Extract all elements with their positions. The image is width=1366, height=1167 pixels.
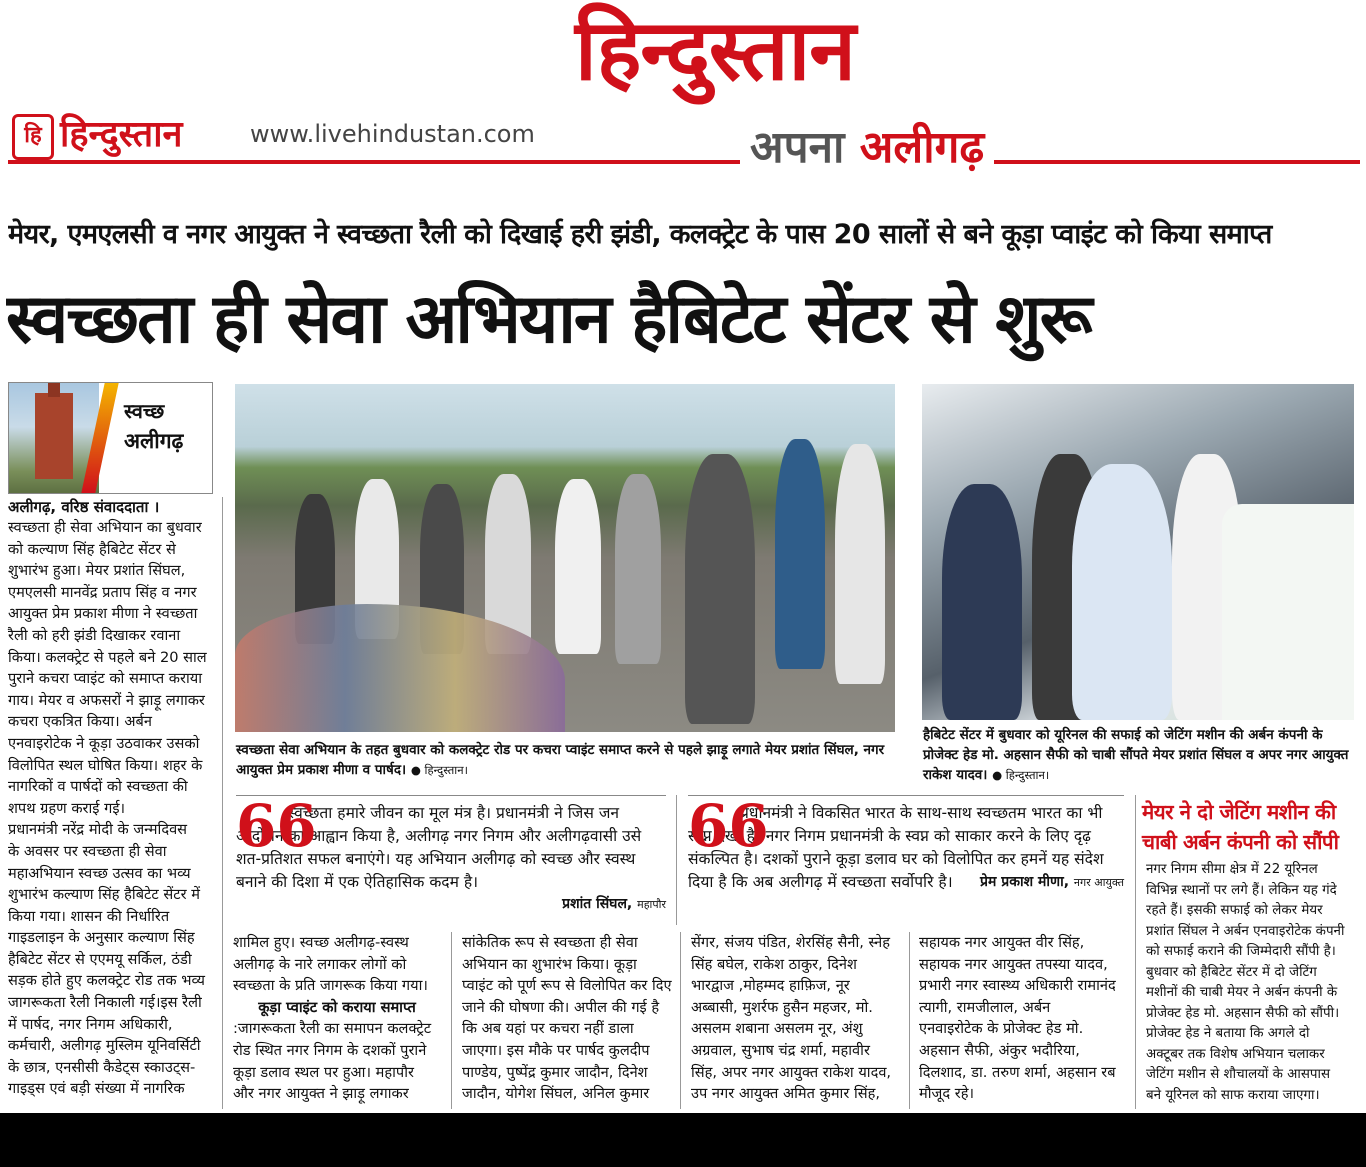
text-line: गाय। मेयर व अफसरों ने झाड़ू लगाकर	[8, 691, 205, 709]
column-2-text-b	[233, 1018, 441, 1104]
text-line: प्रोजेक्ट हेड मो. अहसान सैफी को सौंपी।	[1146, 1005, 1340, 1021]
text-line: विभिन्न स्थानों पर लगे हैं। लेकिन यह गंदे	[1146, 882, 1337, 898]
article-subheadline: मेयर, एमएलसी व नगर आयुक्त ने स्वच्छता रैली को दिखाई हरी झंडी, कलक्ट्रेट के पास 20 सालों से बने कूड़ा प्वाइंट को किया समाप्त	[8, 219, 1272, 250]
text-line: जादौन, योगेश सिंघल, अनिल कुमार	[462, 1085, 650, 1103]
text-line: शामिल हुए। स्वच्छ अलीगढ़-स्वस्थ	[233, 934, 409, 951]
text-line: प्रशांत सिंघल ने अर्बन एनवाइरोटेक कंपनी	[1146, 923, 1345, 939]
subsection-heading: कूड़ा प्वाइंट को कराया समाप्त	[258, 998, 416, 1016]
text-line: रोड स्थित नगर निगम के दशकों पुराने	[233, 1041, 427, 1059]
text-line: के अवसर पर स्वच्छता ही सेवा	[8, 842, 167, 860]
figure	[835, 444, 885, 684]
text-line: अब्बासी, मुशर्रफ हुसैन महजर, मो.	[691, 998, 873, 1016]
text-line: कूड़ा डलाव स्थल पर हुआ। महापौर	[233, 1063, 414, 1081]
text-line: अभियान का शुभारंभ किया। कूड़ा	[462, 955, 637, 973]
text-line: विलोपित स्थल घोषित किया। शहर के	[8, 756, 203, 774]
column-4	[691, 932, 899, 1105]
quote-mayor-text: स्वच्छता हमारे जीवन का मूल मंत्र है। प्रधानमंत्री ने जिस जन आंदोलन का आह्वान किया है, अलीगढ़ नगर निगम और अलीगढ़वासी उसे शत-प्रतिशत सफल बनाएंगे। यह अभियान अलीगढ़ को स्वच्छ और स्वस्थ बनाने की दिशा में एक ऐतिहासिक कदम है।	[236, 804, 642, 891]
text-line: शुभारंभ कल्याण सिंह हैबिटेट सेंटर में	[8, 886, 200, 904]
divider	[222, 497, 223, 1109]
column-5	[919, 932, 1125, 1105]
text-line: सिंह बघेल, राकेश ठाकुर, दिनेश	[691, 955, 857, 973]
text-line: स्वच्छता के प्रति जागरूक किया गया।	[233, 977, 428, 995]
column-2-text-a	[233, 932, 441, 997]
photo2-caption-text: हैबिटेट सेंटर में बुधवार को यूरिनल की सफाई को जेटिंग मशीन की अर्बन कंपनी के प्रोजेक्ट हेड मो. अहसान सैफी को चाबी सौंपते मेयर प्रशांत सिंघल व अपर नगर आयुक्त राकेश यादव।	[923, 727, 1349, 783]
quote-mark-icon: 66	[236, 792, 317, 860]
text-line: प्रोजेक्ट हेड ने बताया कि अगले दो	[1146, 1026, 1310, 1041]
bottom-black-bar	[0, 1113, 1366, 1167]
masthead-title: हिन्दुस्तान	[575, 0, 855, 99]
byline: अलीगढ़, वरिष्ठ संवाददाता ।	[8, 498, 160, 516]
text-line: कर्मचारी, अलीगढ़ मुस्लिम यूनिवर्सिटी	[8, 1037, 201, 1055]
text-line: एमएलसी मानवेंद्र प्रताप सिंह व नगर	[8, 583, 197, 601]
quote-commissioner-name: प्रेम प्रकाश मीणा,	[980, 874, 1070, 890]
text-line: दिलशाद, डा. तरुण शर्मा, अहसान रब	[919, 1063, 1116, 1081]
quote-mayor-role: महापौर	[637, 898, 666, 911]
text-line: सहायक नगर आयुक्त तपस्या यादव,	[919, 955, 1108, 973]
photo1-caption	[236, 740, 896, 780]
text-line: को कल्याण सिंह हैबिटेट सेंटर से	[8, 540, 176, 558]
text-line: सिंह, अपर नगर आयुक्त राकेश यादव,	[691, 1063, 892, 1081]
text-line: भारद्वाज ,मोहम्मद हाफ़िज, नूर	[691, 977, 850, 995]
website-url[interactable]: www.livehindustan.com	[250, 120, 535, 148]
swachh-aligarh-badge	[8, 382, 213, 494]
text-line: सहायक नगर आयुक्त वीर सिंह,	[919, 934, 1085, 951]
quote-mayor-signature	[236, 894, 666, 913]
divider	[680, 932, 681, 1109]
text-line: अग्रवाल, सुभाष चंद्र शर्मा, महावीर	[691, 1041, 870, 1059]
figure	[615, 474, 661, 664]
text-line: गाइडलाइन के अनुसार कल्याण सिंह	[8, 929, 195, 947]
badge-line1: स्वच्छ	[124, 399, 165, 423]
photo1-caption-text: स्वच्छता सेवा अभियान के तहत बुधवार को कलक्ट्रेट रोड पर कचरा प्वाइंट समाप्त करने से पहले झाड़ू लगाते मेयर प्रशांत सिंघल, नगर आयुक्त प्रेम प्रकाश मीणा व पार्षद।	[236, 742, 885, 778]
masthead-rule	[8, 160, 1360, 164]
text-line: सेंगर, संजय पंडित, शेरसिंह सैनी, स्नेह	[691, 934, 890, 951]
divider	[1135, 795, 1136, 1109]
jetting-vehicle	[1222, 504, 1354, 720]
column-3	[462, 932, 670, 1105]
quote-mayor	[236, 792, 666, 926]
text-line: को सफाई कराने की जिम्मेदारी सौंपी है।	[1146, 944, 1336, 959]
text-line: त्यागी, रामजीलाल, अर्बन	[919, 998, 1051, 1016]
column-1	[8, 497, 212, 1100]
hindustan-logo-icon: हि	[12, 114, 54, 160]
text-line: किया गया। शासन की निर्धारित	[8, 907, 170, 925]
badge-line2: अलीगढ़	[124, 429, 184, 453]
photo-cleanup-drive	[235, 384, 895, 732]
quote-mark-icon: 66	[688, 792, 769, 860]
text-line: गाइड्स एवं बड़ी संख्या में नागरिक	[8, 1080, 185, 1098]
text-line: जेटिंग मशीन से शौचालयों के आसपास	[1146, 1067, 1331, 1082]
text-line: रहते हैं। इसकी सफाई को लेकर मेयर	[1146, 903, 1323, 918]
text-line: अलीगढ़ के नारे लगाकर लोगों को	[233, 955, 407, 973]
side-story-headline: मेयर ने दो जेटिंग मशीन की चाबी अर्बन कंपनी को सौंपी	[1142, 800, 1339, 854]
text-line: प्रधानमंत्री नरेंद्र मोदी के जन्मदिवस	[8, 821, 188, 839]
text-line: स्वच्छता ही सेवा अभियान का बुधवार	[8, 519, 202, 536]
text-line: हैबिटेट सेंटर से एएमयू सर्किल, ठंडी	[8, 950, 192, 968]
text-line: अक्टूबर तक विशेष अभियान चलाकर	[1146, 1046, 1325, 1062]
text-line: सड़क होते हुए कलक्ट्रेट रोड तक भव्य	[8, 972, 205, 990]
tower-shape	[35, 393, 73, 479]
photo2-credit: ● हिन्दुस्तान।	[992, 768, 1050, 782]
text-line: के छात्र, एनसीसी कैडेट्स स्काउट्स-	[8, 1058, 196, 1076]
photo2-caption	[923, 725, 1355, 785]
text-line: एनवाइरोटेक ने कूड़ा उठवाकर उसको	[8, 734, 200, 752]
edition-prefix: अपना	[750, 122, 845, 173]
divider	[676, 795, 677, 925]
divider	[909, 932, 910, 1109]
text-line: जाने की घोषणा की। अपील की गई है	[462, 998, 660, 1016]
text-line: उप नगर आयुक्त अमित कुमार सिंह,	[691, 1085, 880, 1103]
column-1-text	[8, 517, 212, 1100]
text-line: पाण्डेय, पुष्पेंद्र कुमार जादौन, दिनेश	[462, 1063, 648, 1081]
text-line: जागरूकता रैली निकाली गई।इस रैली	[8, 994, 202, 1012]
text-line: किया। कलक्ट्रेट से पहले बने 20 साल	[8, 648, 207, 666]
text-line: जाएगा। इस मौके पर पार्षद कुलदीप	[462, 1041, 650, 1059]
text-line: कि अब यहां पर कचरा नहीं डाला	[462, 1020, 634, 1038]
text-line: बुधवार को हैबिटेट सेंटर में दो जेटिंग	[1146, 964, 1317, 980]
text-line: कचरा एकत्रित किया। अर्बन	[8, 713, 152, 731]
text-line: सांकेतिक रूप से स्वच्छता ही सेवा	[462, 934, 638, 951]
article-headline: स्वच्छता ही सेवा अभियान हैबिटेट सेंटर से शुरू	[6, 280, 1091, 359]
quote-commissioner	[688, 792, 1124, 926]
figure-project-head	[1072, 464, 1172, 720]
text-line: मशीनों की चाबी मेयर ने अर्बन कंपनी के	[1146, 985, 1338, 1000]
quote-mayor-name: प्रशांत सिंघल,	[562, 896, 633, 912]
text-line: नागरिकों व पार्षदों को स्वच्छता की	[8, 778, 188, 796]
text-line: बने यूरिनल को साफ कराया जाएगा।	[1146, 1087, 1320, 1103]
edition-city: अलीगढ़	[859, 122, 985, 173]
text-line: महाअभियान स्वच्छ उत्सव का भव्य	[8, 864, 191, 882]
figure-mayor	[942, 484, 1022, 720]
quote-commissioner-role: नगर आयुक्त	[1073, 876, 1124, 889]
text-line: :जागरूकता रैली का समापन कलक्ट्रेट	[233, 1020, 432, 1038]
divider	[451, 932, 452, 1109]
text-line: रैली को हरी झंडी दिखाकर रवाना	[8, 626, 181, 644]
edition-label	[740, 118, 994, 178]
text-line: शुभारंभ हुआ। मेयर प्रशांत सिंघल,	[8, 562, 186, 580]
figure	[775, 439, 825, 669]
text-line: और नगर आयुक्त ने झाड़ू लगाकर	[233, 1085, 409, 1103]
text-line: शपथ ग्रहण कराई गई।	[8, 799, 126, 817]
text-line: प्वाइंट को पूर्ण रूप से विलोपित कर दिए	[462, 977, 672, 995]
column-2	[233, 932, 441, 1105]
text-line: असलम शबाना असलम नूर, अंशु	[691, 1020, 863, 1038]
quote-commissioner-text: प्रधानमंत्री ने विकसित भारत के साथ-साथ स्वच्छतम भारत का भी स्वप्न देखा है। नगर निगम प्रधानमंत्री के स्वप्न को साकार करने के लिए दृढ़ संकल्पित है। दशकों पुराने कूड़ा डलाव घर को विलोपित कर हमनें यह संदेश दिया है कि अब अलीगढ़ में स्वच्छता सर्वोपरि है।	[688, 804, 1104, 891]
photo1-credit: ● हिन्दुस्तान।	[410, 763, 469, 777]
text-line: नगर निगम सीमा क्षेत्र में 22 यूरिनल	[1146, 862, 1318, 877]
text-line: एनवाइरोटेक के प्रोजेक्ट हेड मो.	[919, 1020, 1084, 1038]
text-line: आयुक्त प्रेम प्रकाश मीणा ने स्वच्छता	[8, 605, 198, 623]
text-line: में पार्षद, नगर निगम अधिकारी,	[8, 1015, 173, 1033]
text-line: प्रभारी नगर स्वास्थ्य अधिकारी रामानंद	[919, 977, 1116, 995]
photo-key-handover	[922, 384, 1354, 720]
text-line: मौजूद रहे।	[919, 1085, 974, 1103]
side-story-text	[1146, 860, 1356, 1106]
text-line: अहसान सैफी, अंकुर भदौरिया,	[919, 1041, 1080, 1059]
masthead-logo-text: हिन्दुस्तान	[60, 113, 183, 155]
figure-mayor	[685, 454, 755, 724]
text-line: पुराने कचरा प्वाइंट को समाप्त कराया	[8, 670, 202, 688]
figure	[555, 479, 601, 654]
